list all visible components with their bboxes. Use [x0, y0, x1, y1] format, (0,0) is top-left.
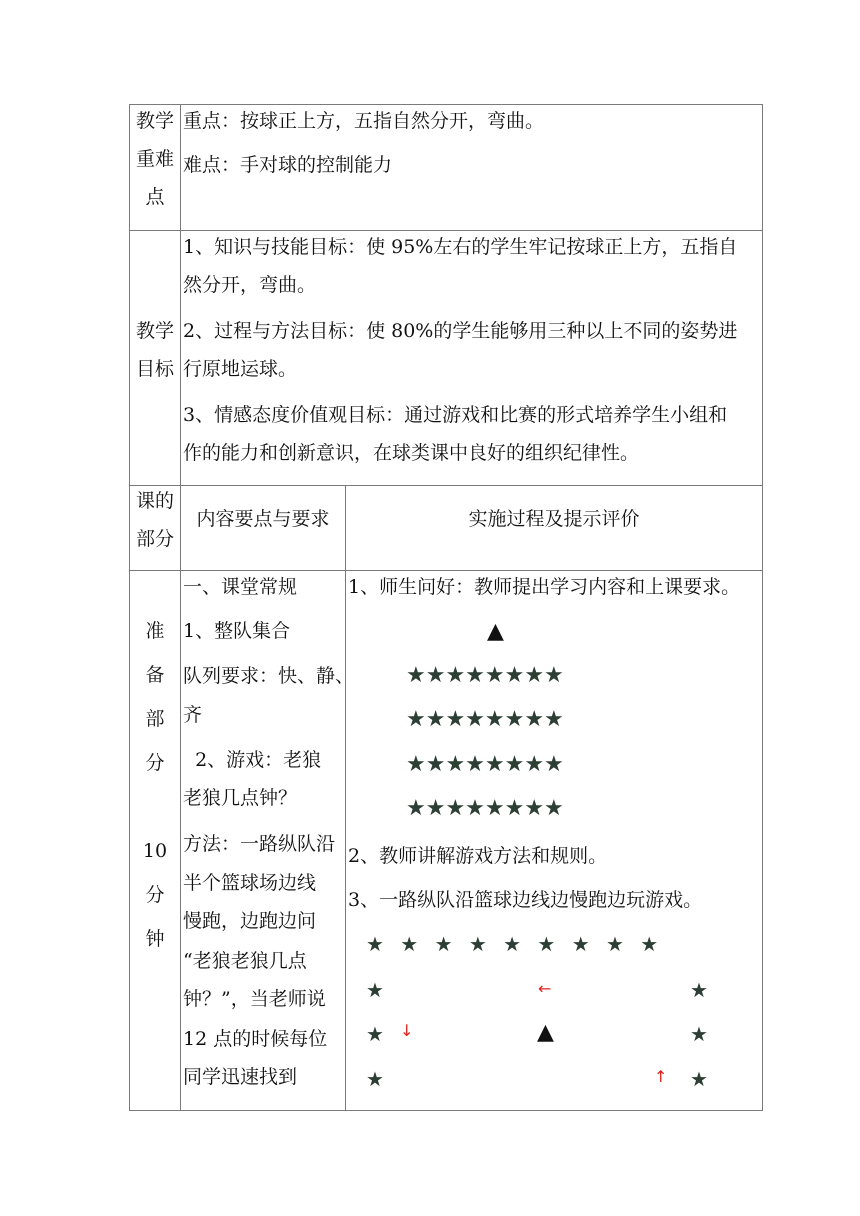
column-divider-2: [345, 485, 346, 1111]
lesson-part-header: 课的 部分: [135, 490, 174, 550]
row-divider-1: [129, 230, 763, 231]
content-line-6: 老狼几点钟？: [183, 787, 298, 809]
track-left-star-2: ★: [366, 1022, 384, 1046]
table-border-top: [129, 104, 763, 105]
goals-label: 教学 目标: [135, 320, 174, 380]
content-line-13: 同学迅速找到: [183, 1066, 298, 1088]
key-points-label: 教学 重难 点: [135, 110, 174, 208]
process-step-1: 1、师生问好：教师提出学习内容和上课要求。: [348, 576, 741, 598]
teacher-center-triangle-icon: ▲: [537, 1020, 554, 1045]
formation-row-2: ★★★★★★★★: [406, 707, 564, 732]
content-line-2: 1、整队集合: [183, 620, 291, 642]
difficulty-text: 难点：手对球的控制能力: [183, 154, 393, 176]
track-left-star-3: ★: [366, 1067, 384, 1091]
track-top-row: ★ ★ ★ ★ ★ ★ ★ ★ ★: [366, 932, 659, 956]
process-header: 实施过程及提示评价: [468, 508, 640, 530]
content-line-10: “老狼老狼几点: [183, 950, 307, 972]
content-header: 内容要点与要求: [196, 508, 330, 530]
row-divider-3: [129, 570, 763, 571]
content-line-9: 慢跑，边跑边问: [183, 910, 317, 932]
formation-row-1: ★★★★★★★★: [406, 663, 564, 688]
key-point-text: 重点：按球正上方，五指自然分开，弯曲。: [183, 110, 545, 132]
formation-row-3: ★★★★★★★★: [406, 752, 564, 777]
formation-row-4: ★★★★★★★★: [406, 796, 564, 821]
track-left-star-1: ★: [366, 978, 384, 1002]
process-step-3: 3、一路纵队沿篮球边线边慢跑边玩游戏。: [348, 889, 703, 911]
content-line-12: 12 点的时候每位: [183, 1028, 328, 1050]
process-step-2: 2、教师讲解游戏方法和规则。: [348, 845, 608, 867]
table-border-bottom: [129, 1110, 763, 1111]
content-line-3: 队列要求：快、静、: [183, 665, 355, 687]
goal-line-6: 作的能力和创新意识，在球类课中良好的组织纪律性。: [183, 442, 640, 464]
table-border-right: [762, 104, 763, 1111]
row-divider-2: [129, 485, 763, 486]
goal-line-1: 1、知识与技能目标：使 95%左右的学生牢记按球正上方，五指自: [183, 236, 738, 258]
track-right-star-1: ★: [690, 978, 708, 1002]
teacher-triangle-icon: ▲: [487, 619, 504, 644]
table-border-left: [129, 104, 130, 1111]
arrow-left-icon: ←: [538, 979, 552, 998]
goal-line-3: 2、过程与方法目标：使 80%的学生能够用三种以上不同的姿势进: [183, 320, 738, 342]
goal-line-4: 行原地运球。: [183, 358, 298, 380]
track-right-star-2: ★: [690, 1022, 708, 1046]
prep-part-label: 准 备 部 分 10 分 钟: [142, 620, 168, 950]
goal-line-5: 3、情感态度价值观目标：通过游戏和比赛的形式培养学生小组和: [183, 404, 728, 426]
content-line-4: 齐: [183, 704, 203, 726]
content-line-7: 方法：一路纵队沿: [183, 833, 336, 855]
arrow-up-icon: ↑: [654, 1067, 668, 1086]
content-line-11: 钟？”，当老师说: [183, 988, 326, 1010]
arrow-down-icon: ↓: [400, 1021, 414, 1040]
goal-line-2: 然分开，弯曲。: [183, 274, 317, 296]
column-divider-1: [180, 104, 181, 1111]
content-line-1: 一、课堂常规: [183, 576, 298, 598]
content-line-5: 2、游戏：老狼: [183, 749, 322, 771]
content-line-8: 半个篮球场边线: [183, 872, 317, 894]
track-right-star-3: ★: [690, 1067, 708, 1091]
